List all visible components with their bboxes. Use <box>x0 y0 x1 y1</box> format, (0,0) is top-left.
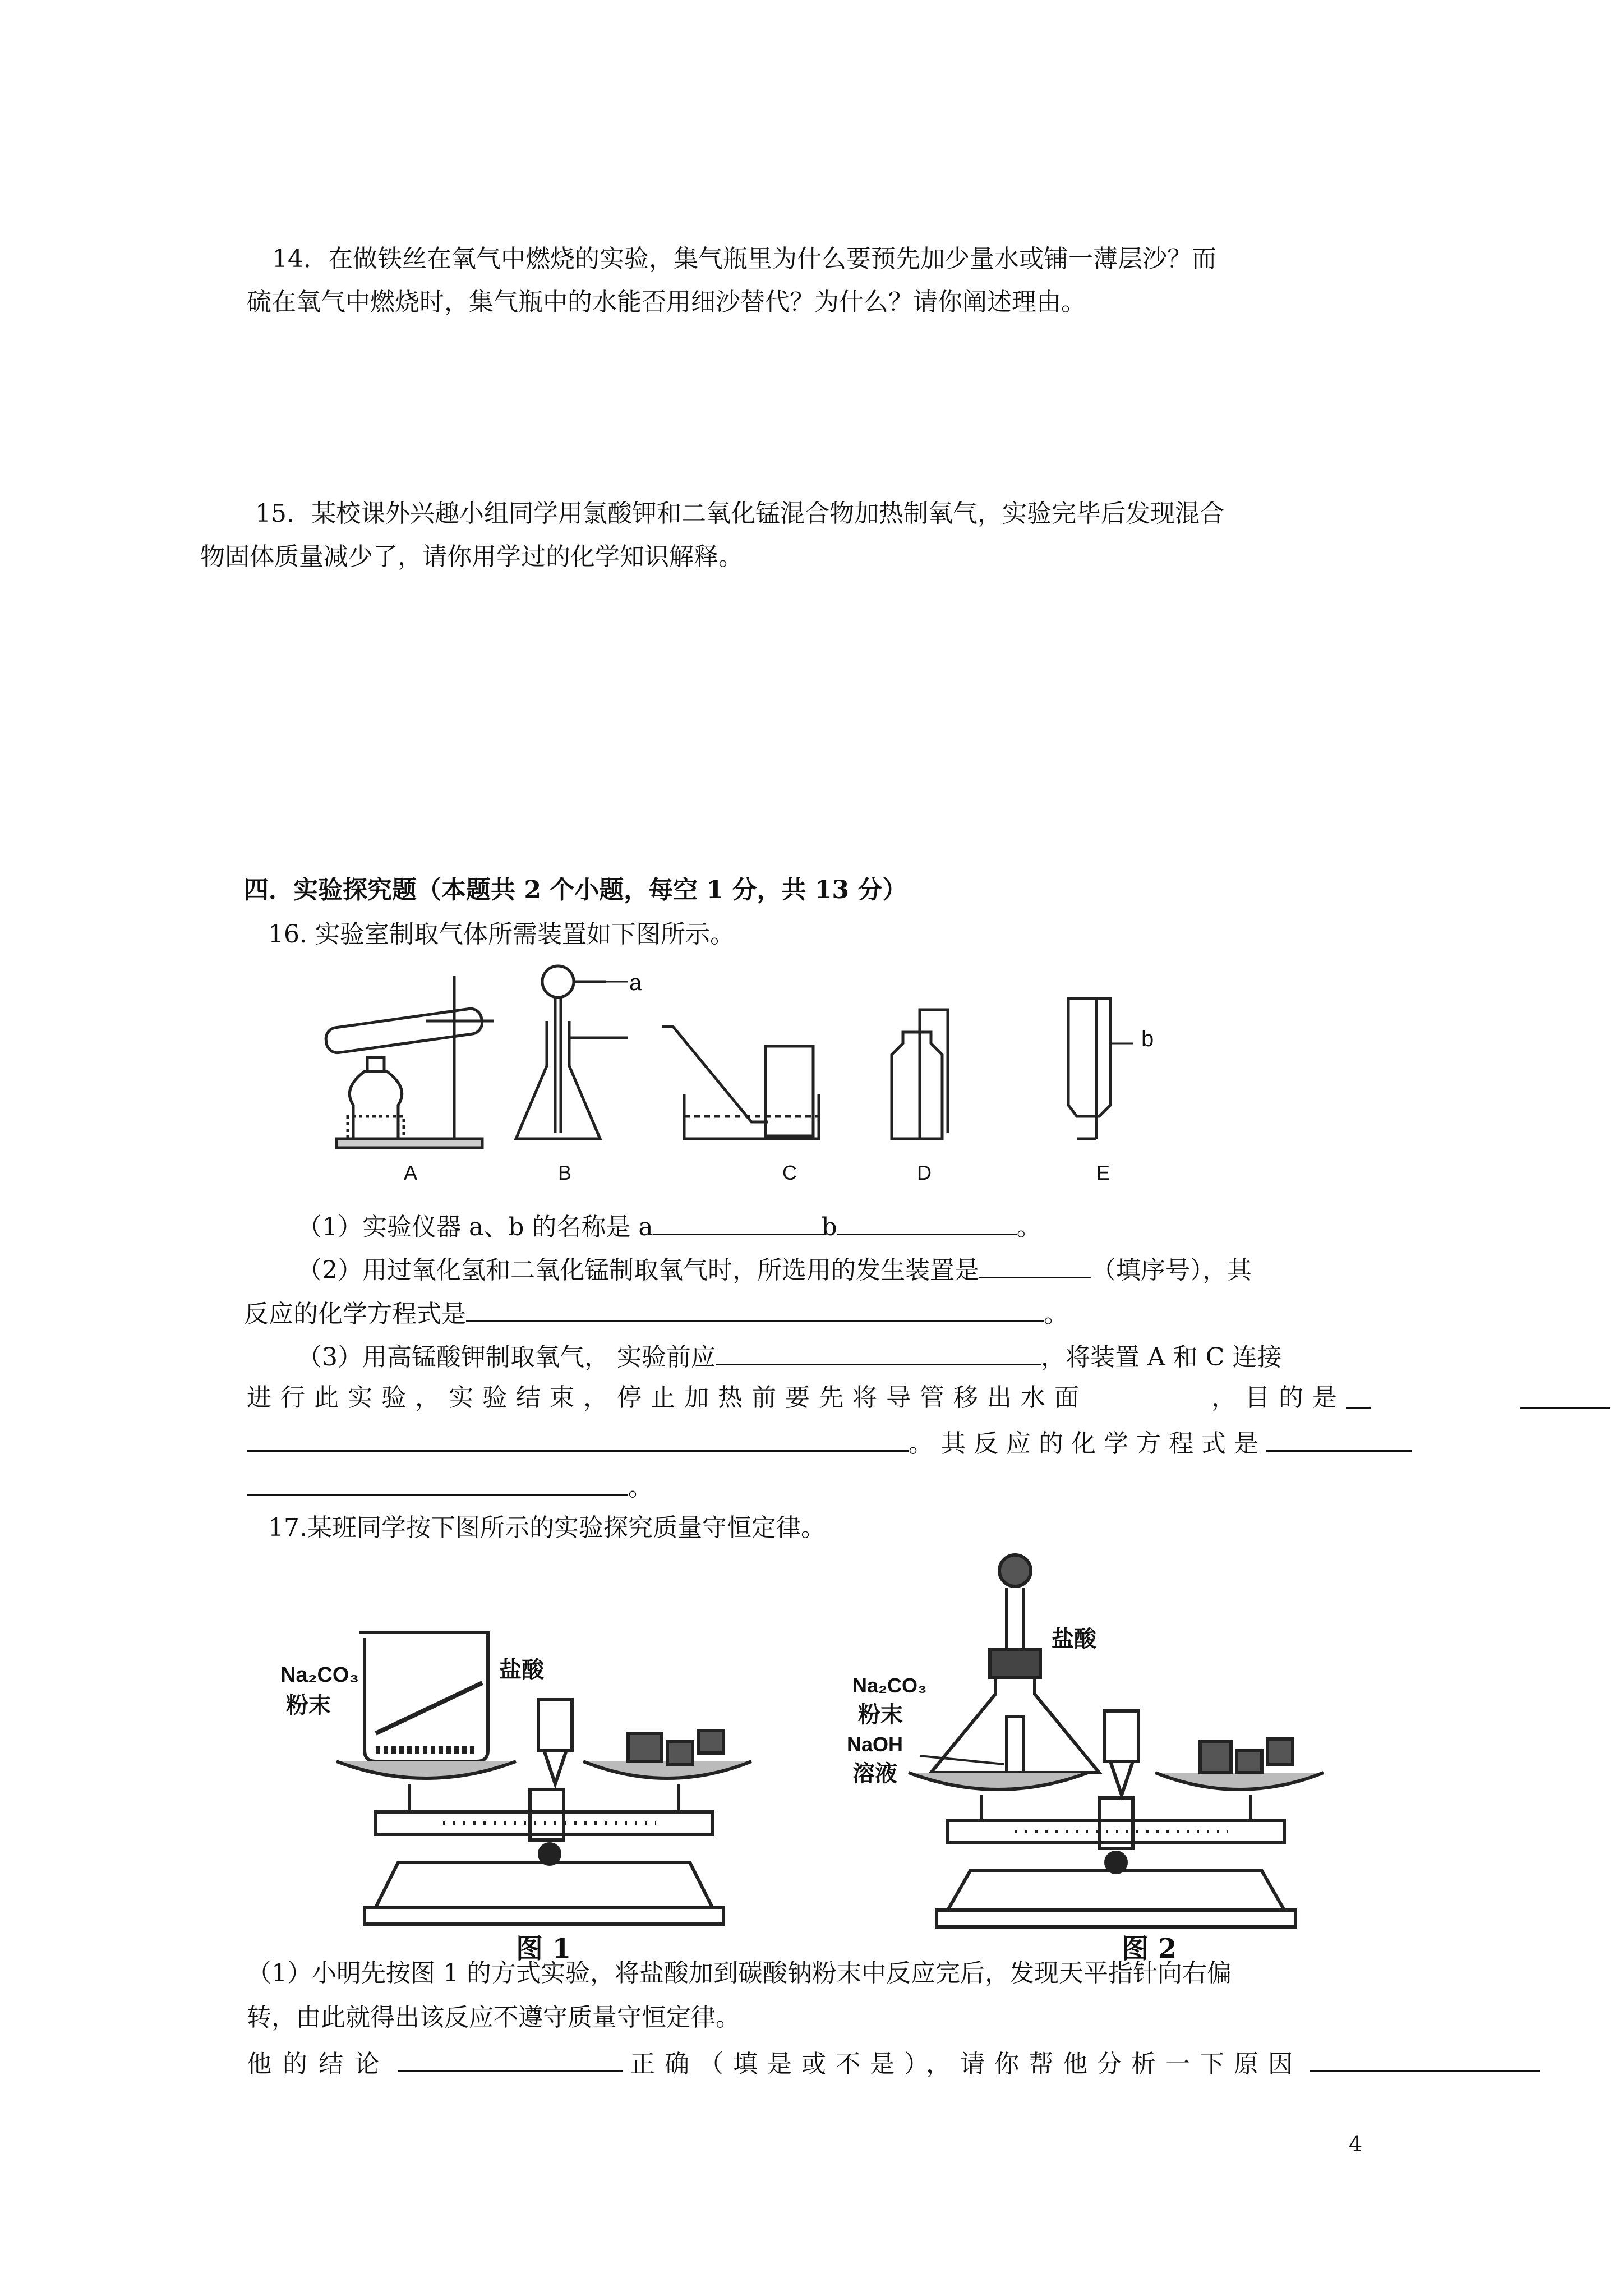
apparatus-d <box>892 1010 948 1139</box>
q14-line-1: 14．在做铁丝在氧气中燃烧的实验，集气瓶里为什么要预先加少量水或铺一薄层沙？而 <box>272 245 1216 273</box>
q17-part1-line3 <box>247 2045 1540 2081</box>
q16-part3-prefix: （3）用高锰酸钾制取氧气， 实验前应 <box>297 1343 716 1372</box>
q17-part1-line3-a: 他的结论 <box>247 2050 390 2078</box>
pointer-label-b: b <box>1141 1027 1154 1051</box>
q16-part2-line2-prefix: 反应的化学方程式是 <box>244 1300 466 1328</box>
blank-equation-1[interactable] <box>466 1295 1044 1322</box>
blank-purpose-start[interactable] <box>1346 1381 1371 1409</box>
apparatus-e <box>1068 999 1133 1139</box>
q16-part3-line2 <box>247 1381 1346 1415</box>
q16-part1-mid: b <box>821 1213 837 1241</box>
apparatus-label-e: E <box>1096 1161 1110 1184</box>
apparatus-label-d: D <box>917 1161 932 1184</box>
blank-purpose-end[interactable] <box>1520 1381 1610 1409</box>
blank-generator[interactable] <box>979 1251 1091 1278</box>
q15-line-1: 15．某校课外兴趣小组同学用氯酸钾和二氧化锰混合物加热制氧气，实验完毕后发现混合 <box>255 499 1224 528</box>
apparatus-labels <box>314 1161 1234 1195</box>
apparatus-label-c: C <box>782 1161 797 1184</box>
q16-part2-line1 <box>297 1251 1252 1287</box>
fig1-label-na2co3: Na₂CO₃ <box>280 1663 359 1687</box>
blank-reason[interactable] <box>1310 2045 1540 2072</box>
blank-before-experiment[interactable] <box>716 1338 1041 1365</box>
q16-part1 <box>297 1208 1041 1244</box>
apparatus-c <box>662 1027 819 1139</box>
blank-a[interactable] <box>653 1208 822 1235</box>
q16-part1-prefix: （1）实验仪器 a、b 的名称是 a <box>297 1213 653 1241</box>
q16-part3-line2-text: 进行此实验，实验结束，停止加热前要先将导管移出水面 <box>247 1383 1088 1412</box>
fig2-label-na2co3: Na₂CO₃ <box>852 1674 927 1697</box>
apparatus-a <box>325 976 494 1148</box>
q16-part3-line4 <box>247 1468 653 1504</box>
q16-part2-prefix: （2）用过氧化氢和二氧化锰制取氧气时，所选用的发生装置是 <box>297 1256 979 1285</box>
fig2-caption: 图 2 <box>1122 1933 1177 1964</box>
fig1-label-powder: 粉末 <box>286 1692 331 1718</box>
q16-part3-line3 <box>247 1424 1412 1461</box>
q17-part1-line1: （1）小明先按图 1 的方式实验，将盐酸加到碳酸钠粉末中反应完后，发现天平指针向右偏 <box>247 1959 1232 1987</box>
q16-part3-line2-purpose: ，目的是 <box>1211 1383 1346 1412</box>
apparatus-b <box>516 966 628 1139</box>
blank-conclusion[interactable] <box>398 2045 623 2072</box>
q15-line-2: 物固体质量减少了，请你用学过的化学知识解释。 <box>200 542 743 571</box>
blank-equation-2-cont[interactable] <box>247 1468 628 1496</box>
q16-part3-line4-end: 。 <box>628 1473 653 1502</box>
page-number: 4 <box>1349 2132 1363 2156</box>
q17-part1-line3-b: 正确（填是或不是），请你帮他分析一下原因 <box>630 2050 1302 2078</box>
section-heading: 四．实验探究题（本题共 2 个小题，每空 1 分，共 13 分） <box>244 876 907 904</box>
q16-part2-suffix: （填序号），其 <box>1091 1256 1252 1285</box>
fig2-label-acid: 盐酸 <box>1052 1626 1096 1652</box>
pointer-label-a: a <box>629 970 642 995</box>
q16-part2-line2-end: 。 <box>1044 1300 1068 1328</box>
q16-part2-line2 <box>244 1295 1068 1331</box>
q16-part3-line3-end: 。其反应的化学方程式是 <box>909 1429 1266 1458</box>
q16-part3-suffix: ，将装置 A 和 C 连接 <box>1040 1343 1282 1372</box>
q16-apparatus-figure <box>314 954 1234 1206</box>
q14-line-2: 硫在氧气中燃烧时，集气瓶中的水能否用细沙替代？为什么？请你阐述理由。 <box>247 288 1086 316</box>
fig1-caption: 图 1 <box>516 1933 571 1964</box>
q17-intro: 17.某班同学按下图所示的实验探究质量守恒定律。 <box>268 1513 826 1542</box>
apparatus-label-b: B <box>558 1161 572 1184</box>
q16-part1-end: 。 <box>1016 1213 1041 1241</box>
blank-purpose-cont[interactable] <box>247 1424 909 1452</box>
fig2-label-naoh: NaOH <box>847 1733 903 1756</box>
blank-equation-2[interactable] <box>1266 1424 1412 1452</box>
q16-part3-line1 <box>297 1338 1281 1374</box>
fig2-label-powder: 粉末 <box>858 1701 903 1728</box>
q16-intro: 16. 实验室制取气体所需装置如下图所示。 <box>268 920 735 949</box>
fig1-label-acid: 盐酸 <box>499 1657 544 1683</box>
fig2-label-solution: 溶液 <box>852 1760 897 1787</box>
q17-figure-1 <box>264 1548 768 1964</box>
q17-part1-line2: 转，由此就得出该反应不遵守质量守恒定律。 <box>247 2003 740 2032</box>
blank-b[interactable] <box>837 1208 1017 1235</box>
q17-figure-2 <box>836 1548 1340 1964</box>
apparatus-label-a: A <box>404 1161 418 1184</box>
